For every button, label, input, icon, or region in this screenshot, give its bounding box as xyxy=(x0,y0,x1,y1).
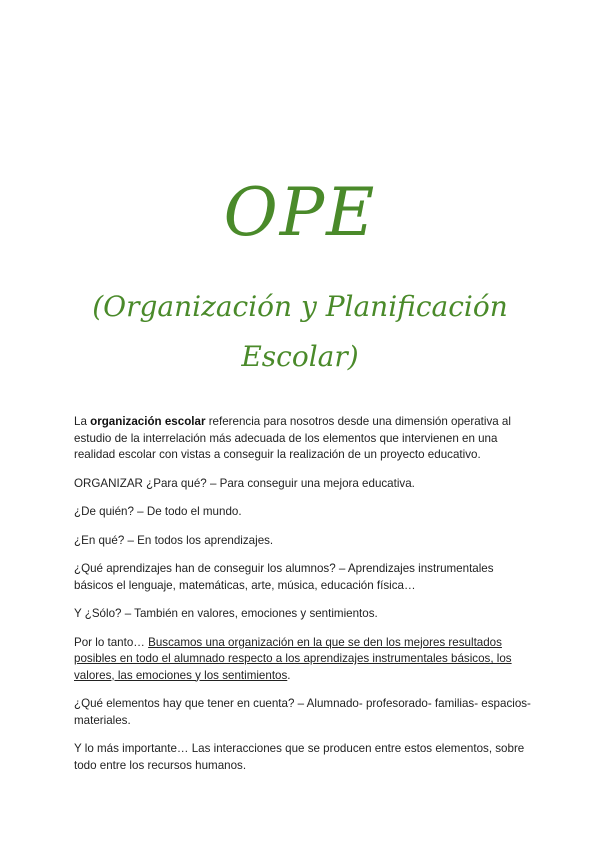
paragraph-interacciones: Y lo más importante… Las interacciones que se producen entre estos elementos, sobre todo entre los recursos humanos. xyxy=(74,742,525,772)
paragraph-en-que: ¿En qué? – En todos los aprendizajes. xyxy=(74,533,274,547)
underlined-conclusion: Buscamos una organización en la que se den los mejores resultados posibles en todo el alumnado respecto a los aprendizajes instrumentales básicos, los valores, las emociones y los sentimientos xyxy=(74,635,512,682)
paragraph-definition-rest: referencia para nosotros desde una dimensión operativa al estudio de la interrelación más adecuada de los elementos que intervienen en una realidad escolar con vistas a conseguir la realización de un proyecto educativo. xyxy=(74,415,511,461)
term-organizacion-escolar: organización escolar xyxy=(90,415,206,428)
paragraph-organizar: ORGANIZAR ¿Para qué? – Para conseguir una mejora educativa. xyxy=(74,476,415,490)
paragraph-definition-lead: La xyxy=(74,415,91,428)
paragraph-solo: Y ¿Sólo? – También en valores, emociones y sentimientos. xyxy=(74,607,378,620)
paragraph-aprendizajes: ¿Qué aprendizajes han de conseguir los alumnos? – Aprendizajes instrumentales básicos el lenguaje, matemáticas, arte, música, educación física… xyxy=(74,562,494,592)
paragraph-definition xyxy=(74,414,532,464)
paragraph-por-lo-tanto xyxy=(74,635,532,685)
document-body xyxy=(74,414,532,786)
paragraph-de-quien: ¿De quién? – De todo el mundo. xyxy=(74,505,242,518)
page-subtitle: (Organización y Planificación Escolar) xyxy=(92,290,508,373)
paragraph-por-lo-tanto-end: . xyxy=(287,668,291,682)
paragraph-elementos: ¿Qué elementos hay que tener en cuenta? – Alumnado- profesorado- familias- espacios- materiales. xyxy=(74,697,531,727)
page-title: OPE xyxy=(223,174,377,251)
paragraph-por-lo-tanto-lead: Por lo tanto… xyxy=(74,635,149,649)
